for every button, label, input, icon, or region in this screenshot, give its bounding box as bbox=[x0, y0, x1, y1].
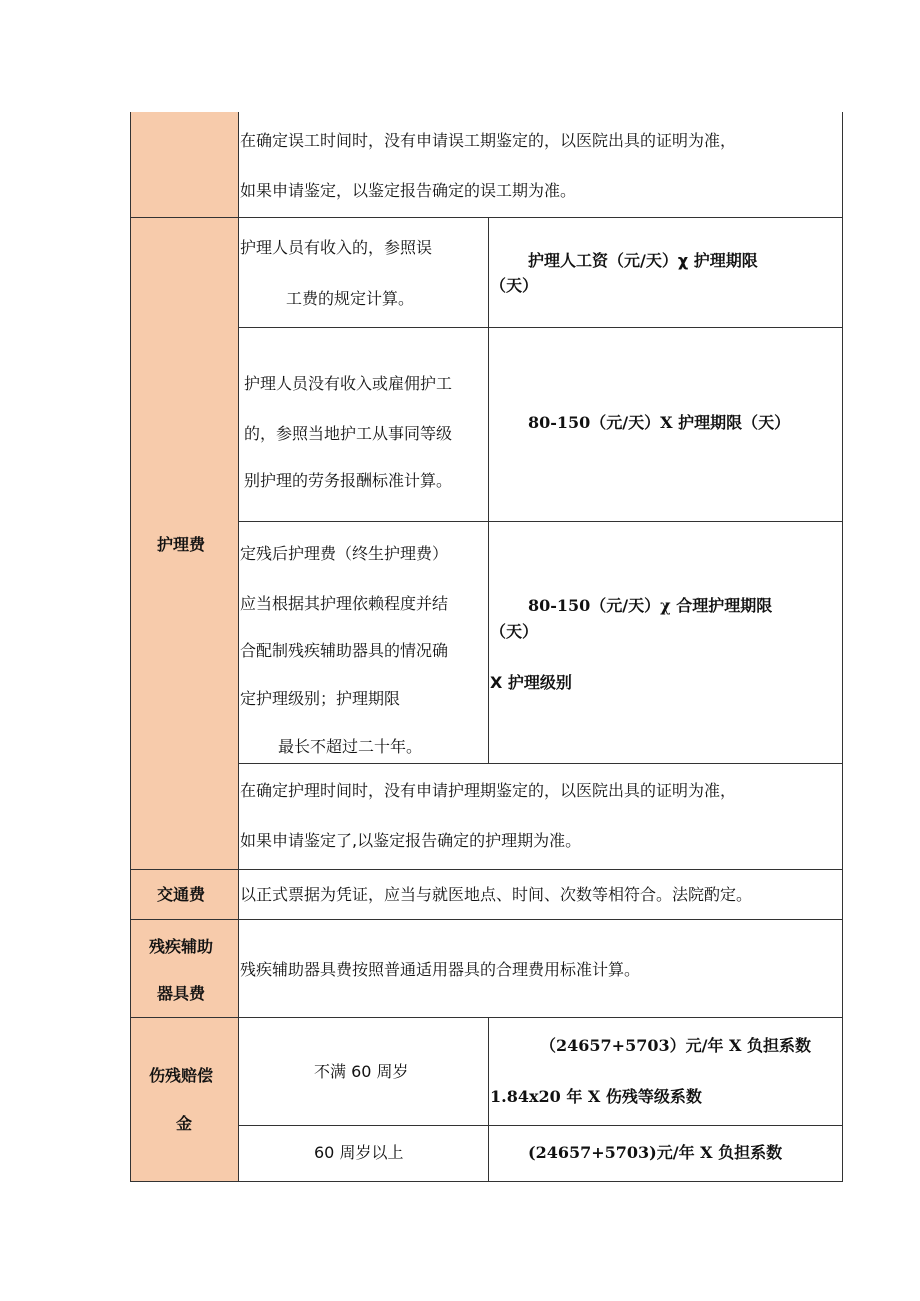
nursing-row1-formula-line1: 护理人工资（元/天）χ 护理期限 bbox=[528, 251, 758, 270]
nursing-note-line2: 如果申请鉴定了,以鉴定报告确定的护理期为准。 bbox=[240, 831, 582, 850]
category-cell-disability bbox=[131, 1018, 239, 1181]
category-label-nursing: 护理费 bbox=[157, 535, 206, 554]
row-divider bbox=[130, 919, 843, 920]
nursing-row1-condition-line2: 工费的规定计算。 bbox=[286, 289, 415, 308]
table-border-col2-lower bbox=[488, 1018, 489, 1182]
nursing-row3-formula-line1: 80-150（元/天）χ 合理护理期限 bbox=[528, 596, 773, 615]
table-border-col1 bbox=[238, 112, 239, 1182]
nursing-row2-condition-line3: 别护理的劳务报酬标准计算。 bbox=[244, 471, 453, 490]
row-divider bbox=[130, 869, 843, 870]
disability-row2-formula: (24657+5703)元/年 X 负担系数 bbox=[528, 1143, 783, 1162]
row-divider bbox=[130, 217, 843, 218]
table-border-bottom bbox=[130, 1181, 843, 1182]
nursing-row2-condition-line2: 的，参照当地护工从事同等级 bbox=[244, 424, 453, 443]
row-divider bbox=[238, 1125, 843, 1126]
nursing-row1-formula-line2: （天） bbox=[490, 276, 539, 295]
category-label-transport: 交通费 bbox=[157, 885, 206, 904]
row-divider bbox=[238, 763, 843, 764]
category-label-disability-line2: 金 bbox=[176, 1114, 193, 1133]
table-border-left bbox=[130, 112, 131, 1182]
row-divider bbox=[130, 1017, 843, 1018]
disability-row1-formula-line1: （24657+5703）元/年 X 负担系数 bbox=[540, 1036, 812, 1055]
lost-work-note-line2: 如果申请鉴定，以鉴定报告确定的误工期为准。 bbox=[240, 181, 577, 200]
row-divider bbox=[238, 521, 843, 522]
table-border-col2 bbox=[488, 218, 489, 764]
nursing-row2-condition-line1: 护理人员没有收入或雇佣护工 bbox=[244, 374, 453, 393]
nursing-row3-condition-line2: 应当根据其护理依赖程度并结 bbox=[240, 594, 449, 613]
nursing-row1-condition-line1: 护理人员有收入的，参照误 bbox=[240, 238, 433, 257]
disability-row1-formula-line2: 1.84x20 年 X 伤残等级系数 bbox=[490, 1087, 702, 1106]
lost-work-note-line1: 在确定误工时间时，没有申请误工期鉴定的，以医院出具的证明为准， bbox=[240, 131, 737, 150]
table-border-right bbox=[842, 112, 843, 1182]
assistive-text: 残疾辅助器具费按照普通适用器具的合理费用标准计算。 bbox=[240, 960, 641, 979]
nursing-row3-formula-line3: X 护理级别 bbox=[490, 673, 572, 692]
row-divider bbox=[238, 327, 843, 328]
nursing-row3-formula-line2: （天） bbox=[490, 622, 539, 641]
category-label-assistive-line1: 残疾辅助 bbox=[149, 937, 214, 956]
category-label-disability-line1: 伤残赔偿 bbox=[149, 1066, 214, 1085]
disability-row2-condition: 60 周岁以上 bbox=[314, 1143, 404, 1162]
nursing-row3-condition-line1: 定残后护理费（终生护理费） bbox=[240, 544, 449, 563]
category-cell-lost-work bbox=[131, 112, 239, 218]
nursing-row3-condition-line5: 最长不超过二十年。 bbox=[278, 737, 423, 756]
nursing-row3-condition-line4: 定护理级别；护理期限 bbox=[240, 689, 401, 708]
category-label-assistive-line2: 器具费 bbox=[157, 984, 206, 1003]
nursing-row2-formula: 80-150（元/天）X 护理期限（天） bbox=[528, 413, 791, 432]
nursing-note-line1: 在确定护理时间时，没有申请护理期鉴定的，以医院出具的证明为准， bbox=[240, 781, 737, 800]
disability-row1-condition: 不满 60 周岁 bbox=[314, 1062, 409, 1081]
nursing-row3-condition-line3: 合配制残疾辅助器具的情况确 bbox=[240, 641, 449, 660]
transport-text: 以正式票据为凭证，应当与就医地点、时间、次数等相符合。法院酌定。 bbox=[240, 885, 753, 904]
